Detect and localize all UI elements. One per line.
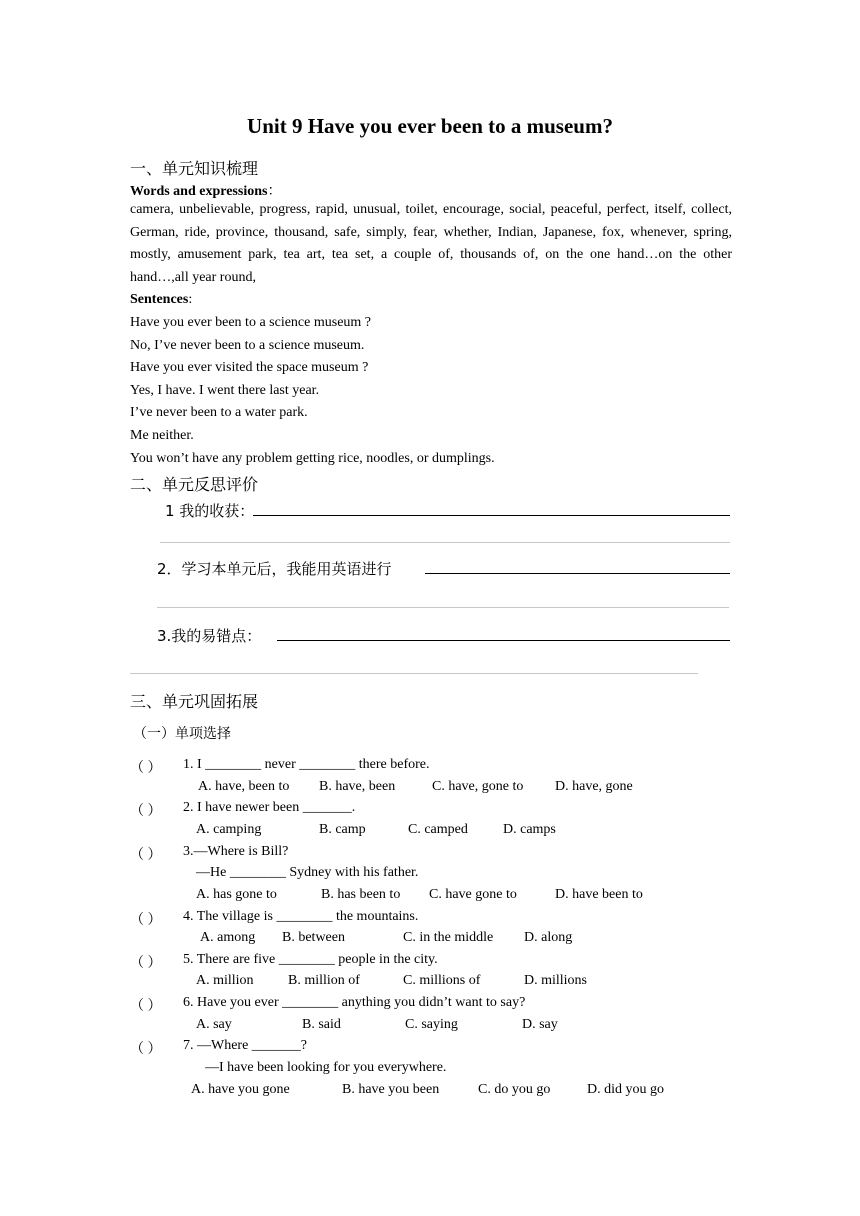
answer-paren-1[interactable]: （ ）	[130, 761, 162, 776]
question-5-stem: 5. There are five ________ people in the city.	[183, 952, 438, 967]
sentences-label-line	[130, 292, 192, 308]
sentence-7: You won’t have any problem getting rice, noodles, or dumplings.	[130, 451, 495, 466]
sentence-6: Me neither.	[130, 428, 194, 443]
q7-option-d: D. did you go	[587, 1082, 664, 1097]
ability-answer-line[interactable]	[425, 573, 730, 574]
q4-option-d: D. along	[524, 930, 573, 945]
q1-option-a: A. have, been to	[198, 779, 290, 794]
answer-paren-5[interactable]: （ ）	[130, 956, 162, 971]
q4-option-b: B. between	[282, 930, 345, 945]
q7-option-b: B. have you been	[342, 1082, 440, 1097]
section2-heading: 二、单元反思评价	[130, 475, 259, 494]
ability-extra-line	[157, 607, 729, 608]
q7-option-a: A. have you gone	[191, 1082, 290, 1097]
question-7-line2: —I have been looking for you everywhere.	[205, 1060, 447, 1075]
q5-option-d: D. millions	[524, 973, 588, 988]
q1-option-d: D. have, gone	[555, 779, 633, 794]
words-label-line	[130, 180, 281, 200]
q5-option-a: A. million	[196, 973, 254, 988]
q6-option-a: A. say	[196, 1017, 232, 1032]
q1-option-c: C. have, gone to	[432, 779, 524, 794]
q3-option-c: C. have gone to	[429, 887, 517, 902]
words-colon: ：	[267, 184, 282, 199]
q5-option-c: C. millions of	[403, 973, 481, 988]
question-2-stem: 2. I have newer been _______.	[183, 800, 356, 815]
sentences-label: Sentences	[130, 292, 189, 307]
q6-option-d: D. say	[522, 1017, 558, 1032]
gains-extra-line	[160, 542, 730, 543]
q6-option-c: C. saying	[405, 1017, 458, 1032]
answer-paren-2[interactable]: （ ）	[130, 804, 162, 819]
reflection-mistakes-label: 3.我的易错点：	[157, 627, 262, 645]
reflection-gains-label: 1 我的收获：	[165, 502, 255, 520]
q6-option-b: B. said	[302, 1017, 341, 1032]
q2-option-b: B. camp	[319, 822, 366, 837]
answer-paren-3[interactable]: （ ）	[130, 848, 162, 863]
q3-option-a: A. has gone to	[196, 887, 277, 902]
q1-option-b: B. have, been	[319, 779, 396, 794]
sentence-1: Have you ever been to a science museum ?	[130, 315, 372, 330]
question-3-line2: —He ________ Sydney with his father.	[196, 865, 419, 880]
q4-option-c: C. in the middle	[403, 930, 494, 945]
question-1-stem: 1. I ________ never ________ there before.	[183, 757, 430, 772]
sentence-2: No, I’ve never been to a science museum.	[130, 338, 365, 353]
mistakes-extra-line	[130, 673, 698, 674]
gains-answer-line[interactable]	[253, 515, 730, 516]
q2-option-d: D. camps	[503, 822, 556, 837]
question-6-stem: 6. Have you ever ________ anything you didn’t want to say?	[183, 995, 526, 1010]
answer-paren-6[interactable]: （ ）	[130, 999, 162, 1014]
q7-option-c: C. do you go	[478, 1082, 551, 1097]
section3-subheading: （一）单项选择	[133, 726, 231, 742]
reflection-ability-label: 2．学习本单元后，我能用英语进行	[157, 560, 392, 578]
q4-option-a: A. among	[200, 930, 256, 945]
q5-option-b: B. million of	[288, 973, 360, 988]
mistakes-answer-line[interactable]	[277, 640, 730, 641]
q3-option-b: B. has been to	[321, 887, 401, 902]
sentences-colon: :	[188, 292, 193, 307]
section3-heading: 三、单元巩固拓展	[130, 692, 259, 711]
page-title: Unit 9 Have you ever been to a museum?	[247, 114, 613, 138]
question-3-stem: 3.—Where is Bill?	[183, 844, 289, 859]
question-4-stem: 4. The village is ________ the mountains.	[183, 909, 419, 924]
q3-option-d: D. have been to	[555, 887, 643, 902]
words-text: camera, unbelievable, progress, rapid, unusual, toilet, encourage, social, peaceful, perfect, itself, collect, German, ride, province, thousand, safe, simply, fear, whether, Indian, Japanese, fox, whenever, spring, mostly, amusement park, tea art, tea set, a couple of, thousands of, on the one hand…on the other hand…,all year round,	[130, 202, 732, 285]
sentence-5: I’ve never been to a water park.	[130, 405, 308, 420]
words-label: Words and expressions	[130, 184, 268, 199]
q2-option-a: A. camping	[196, 822, 262, 837]
q2-option-c: C. camped	[408, 822, 468, 837]
section1-heading: 一、单元知识梳理	[130, 159, 259, 178]
sentence-3: Have you ever visited the space museum ?	[130, 360, 369, 375]
question-7-stem: 7. —Where _______?	[183, 1038, 308, 1053]
answer-paren-7[interactable]: （ ）	[130, 1042, 162, 1057]
answer-paren-4[interactable]: （ ）	[130, 913, 162, 928]
sentence-4: Yes, I have. I went there last year.	[130, 383, 320, 398]
